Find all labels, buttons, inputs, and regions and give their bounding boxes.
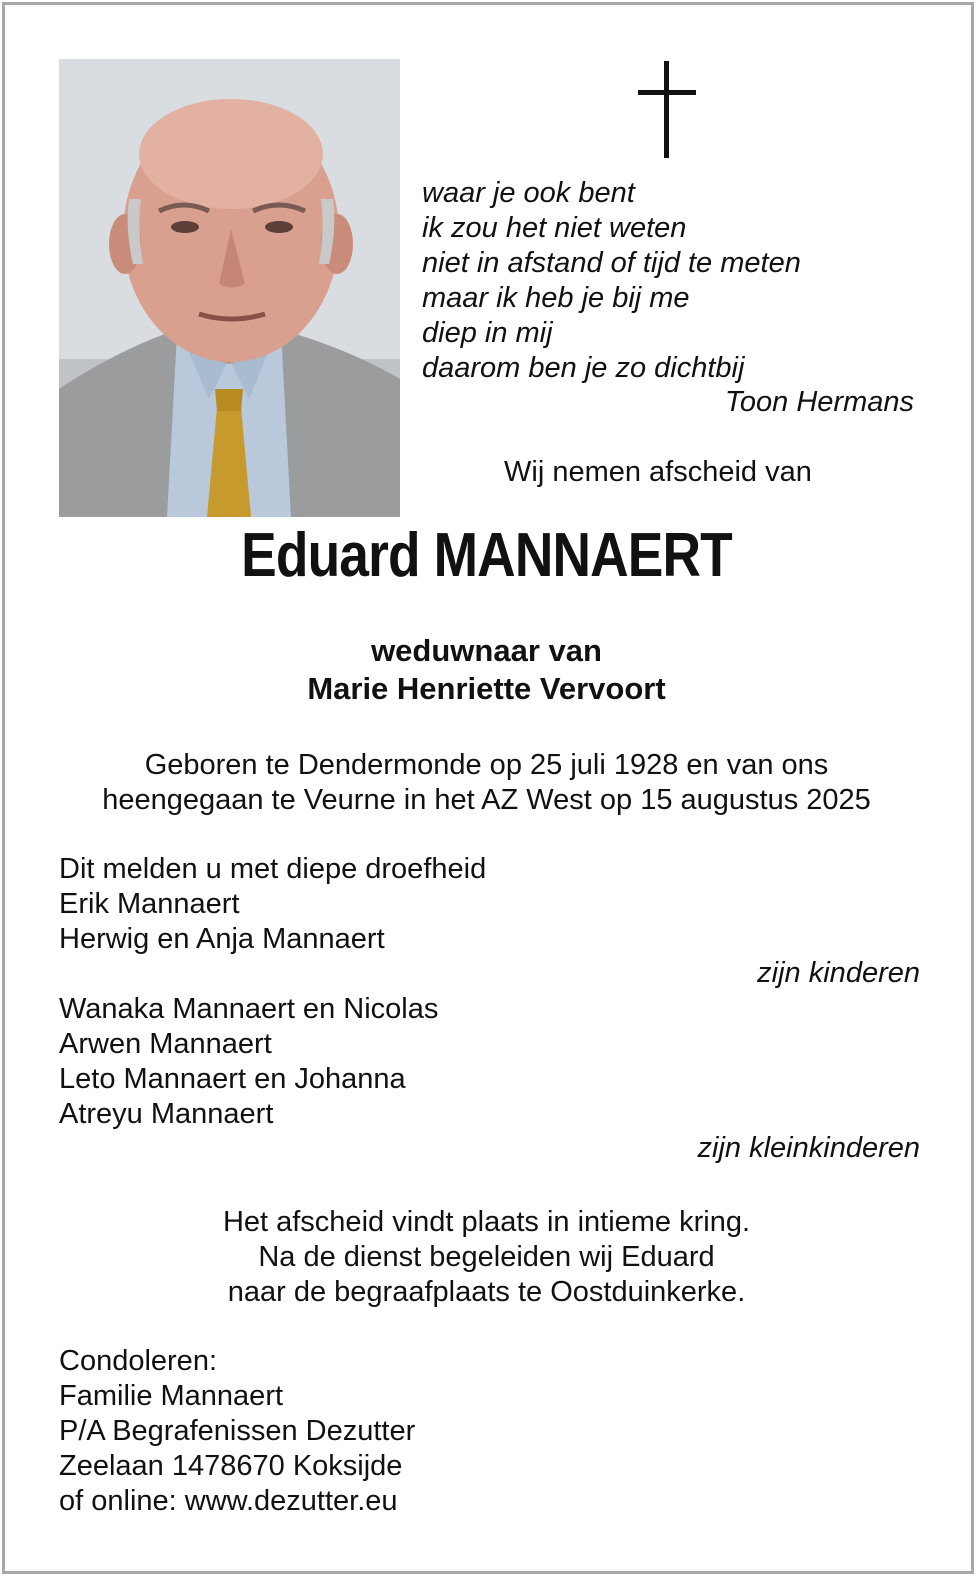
condolences-line: P/A Begrafenissen Dezutter — [59, 1415, 416, 1447]
poem-line: waar je ook bent — [422, 177, 635, 209]
poem-line: diep in mij — [422, 317, 553, 349]
grandchildren-list — [59, 992, 438, 1132]
poem-line: maar ik heb je bij me — [422, 282, 690, 314]
condolences-website: of online: www.dezutter.eu — [59, 1485, 398, 1517]
poem-line: ik zou het niet weten — [422, 212, 687, 244]
grandchild-name: Arwen Mannaert — [59, 1028, 272, 1060]
death-line: heengegaan te Veurne in het AZ West op 15 augustus 2025 — [102, 784, 871, 816]
family-announcement — [59, 852, 486, 957]
condolences — [59, 1344, 415, 1519]
grandchild-name: Atreyu Mannaert — [59, 1098, 274, 1130]
grandchild-name: Leto Mannaert en Johanna — [59, 1063, 406, 1095]
portrait-photo — [59, 59, 400, 517]
poem-author: Toon Hermans — [724, 386, 914, 418]
condolences-line: Familie Mannaert — [59, 1380, 284, 1412]
poem — [422, 176, 801, 386]
poem-line: niet in afstand of tijd te meten — [422, 247, 801, 279]
ceremony-line: Het afscheid vindt plaats in intieme kring. — [222, 1206, 751, 1238]
ceremony-info — [0, 1205, 973, 1310]
birth-line: Geboren te Dendermonde op 25 juli 1928 en van ons — [144, 749, 829, 781]
children-relation: zijn kinderen — [757, 957, 920, 989]
deceased-name: Eduard MANNAERT — [241, 521, 732, 590]
spouse-name: Marie Henriette Vervoort — [307, 671, 666, 706]
ceremony-line: Na de dienst begeleiden wij Eduard — [258, 1241, 715, 1273]
condolences-line: Zeelaan 1478670 Koksijde — [59, 1450, 403, 1482]
life-dates — [0, 748, 973, 818]
spouse-info — [0, 632, 973, 708]
condolences-heading: Condoleren: — [59, 1345, 217, 1377]
child-name: Herwig en Anja Mannaert — [59, 923, 385, 955]
child-name: Erik Mannaert — [59, 888, 240, 920]
intro-text: Wij nemen afscheid van — [504, 456, 812, 488]
grandchildren-relation: zijn kleinkinderen — [697, 1132, 920, 1164]
cross-icon — [638, 61, 696, 158]
grandchild-name: Wanaka Mannaert en Nicolas — [59, 993, 439, 1025]
ceremony-line: naar de begraafplaats te Oostduinkerke. — [227, 1276, 746, 1308]
spouse-label: weduwnaar van — [371, 633, 602, 668]
announcement-text: Dit melden u met diepe droefheid — [59, 853, 487, 885]
poem-line: daarom ben je zo dichtbij — [422, 352, 745, 384]
